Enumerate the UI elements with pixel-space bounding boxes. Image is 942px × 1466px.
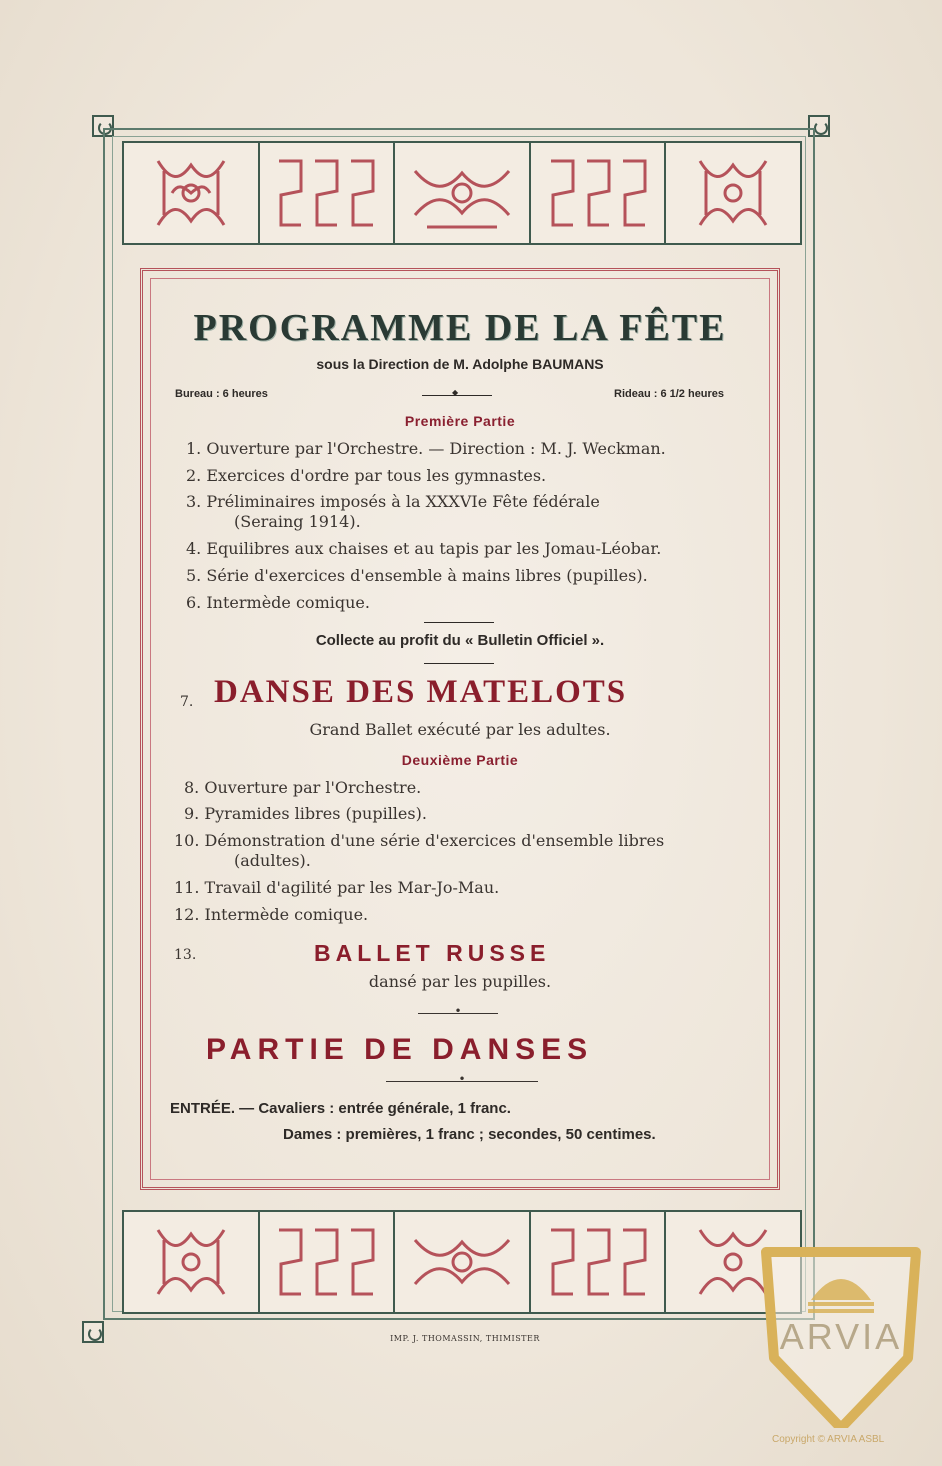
sss-ornament-icon — [260, 1212, 396, 1312]
part2-heading: Deuxième Partie — [401, 752, 519, 768]
program-item — [184, 804, 427, 823]
program-item — [186, 492, 600, 511]
item-number: 7. — [180, 694, 194, 710]
meta-divider — [422, 395, 492, 396]
item-text: Exercices d'ordre par tous les gymnastes. — [206, 466, 547, 485]
copyright-text: Copyright © ARVIA ASBL — [772, 1434, 885, 1445]
ballet-russe-title: BALLET RUSSE — [314, 940, 551, 966]
program-item — [174, 878, 499, 897]
divider-rule — [424, 663, 494, 664]
bureau-time: Bureau : 6 heures — [175, 388, 268, 400]
program-item — [174, 905, 368, 924]
item7-caption: Grand Ballet exécuté par les adultes. — [309, 720, 611, 739]
arvia-watermark — [756, 1238, 926, 1428]
collecte-note: Collecte au profit du « Bulletin Officiel ». — [315, 632, 605, 649]
zzz-ornament-icon — [531, 1212, 667, 1312]
item-text: Equilibres aux chaises et au tapis par les Jomau-Léobar. — [206, 539, 662, 558]
top-ornament-band — [122, 141, 802, 245]
floral-ornament-icon — [666, 143, 800, 243]
item-number: 4. — [186, 539, 202, 558]
program-item — [186, 539, 661, 558]
item-text: Travail d'agilité par les Mar-Jo-Mau. — [204, 878, 500, 897]
printer-imprint: IMP. J. THOMASSIN, THIMISTER — [390, 1334, 540, 1343]
part1-heading: Première Partie — [404, 413, 516, 429]
program-item — [174, 831, 664, 850]
item-text: Démonstration d'une série d'exercices d'ensemble libres — [204, 831, 665, 850]
partie-de-danses-title: PARTIE DE DANSES — [206, 1033, 594, 1066]
item-number: 10. — [174, 831, 200, 850]
floral-ornament-icon — [395, 143, 531, 243]
item-text: Ouverture par l'Orchestre. — [204, 778, 422, 797]
program-item — [184, 778, 421, 797]
item-number: 6. — [186, 593, 202, 612]
divider-rule — [424, 622, 494, 623]
page-title: PROGRAMME DE LA FÊTE — [193, 307, 727, 349]
ornament-divider — [386, 1081, 538, 1082]
floral-ornament-icon — [395, 1212, 531, 1312]
watermark-label: ARVIA — [779, 1316, 903, 1357]
item-number: 2. — [186, 466, 202, 485]
item-text: Préliminaires imposés à la XXXVIe Fête fédérale — [206, 492, 600, 511]
corner-ornament-bottom-left — [82, 1321, 104, 1343]
entree-dames: Dames : premières, 1 franc ; secondes, 50 centimes. — [283, 1126, 656, 1143]
floral-ornament-icon — [124, 1212, 260, 1312]
program-item — [186, 466, 546, 485]
entree-cavaliers: ENTRÉE. — Cavaliers : entrée générale, 1 franc. — [170, 1100, 511, 1117]
program-item — [186, 439, 666, 458]
program-item-continuation: (Seraing 1914). — [234, 512, 361, 531]
item-number: 13. — [174, 947, 197, 963]
item-text: Intermède comique. — [206, 593, 370, 612]
item-number: 3. — [186, 492, 202, 511]
item-text: Série d'exercices d'ensemble à mains libres (pupilles). — [206, 566, 648, 585]
item-text: Pyramides libres (pupilles). — [204, 804, 427, 823]
rideau-time: Rideau : 6 1/2 heures — [614, 388, 725, 400]
item-number: 8. — [184, 778, 200, 797]
item-text: Intermède comique. — [204, 905, 369, 924]
program-item — [186, 593, 370, 612]
program-item-continuation: (adultes). — [234, 851, 311, 870]
item13-caption: dansé par les pupilles. — [368, 972, 552, 991]
sss-ornament-icon — [260, 143, 396, 243]
program-item — [186, 566, 648, 585]
item-number: 9. — [184, 804, 200, 823]
item-number: 5. — [186, 566, 202, 585]
item-number: 12. — [174, 905, 200, 924]
zzz-ornament-icon — [531, 143, 667, 243]
ornament-divider — [418, 1013, 498, 1014]
item-text: Ouverture par l'Orchestre. — Direction : M. J. Weckman. — [206, 439, 666, 458]
item-number: 11. — [174, 878, 200, 897]
floral-ornament-icon — [124, 143, 260, 243]
bottom-ornament-band — [122, 1210, 802, 1314]
danse-des-matelots-title: DANSE DES MATELOTS — [214, 674, 628, 710]
item-number: 1. — [186, 439, 202, 458]
subtitle: sous la Direction de M. Adolphe BAUMANS — [316, 356, 604, 372]
